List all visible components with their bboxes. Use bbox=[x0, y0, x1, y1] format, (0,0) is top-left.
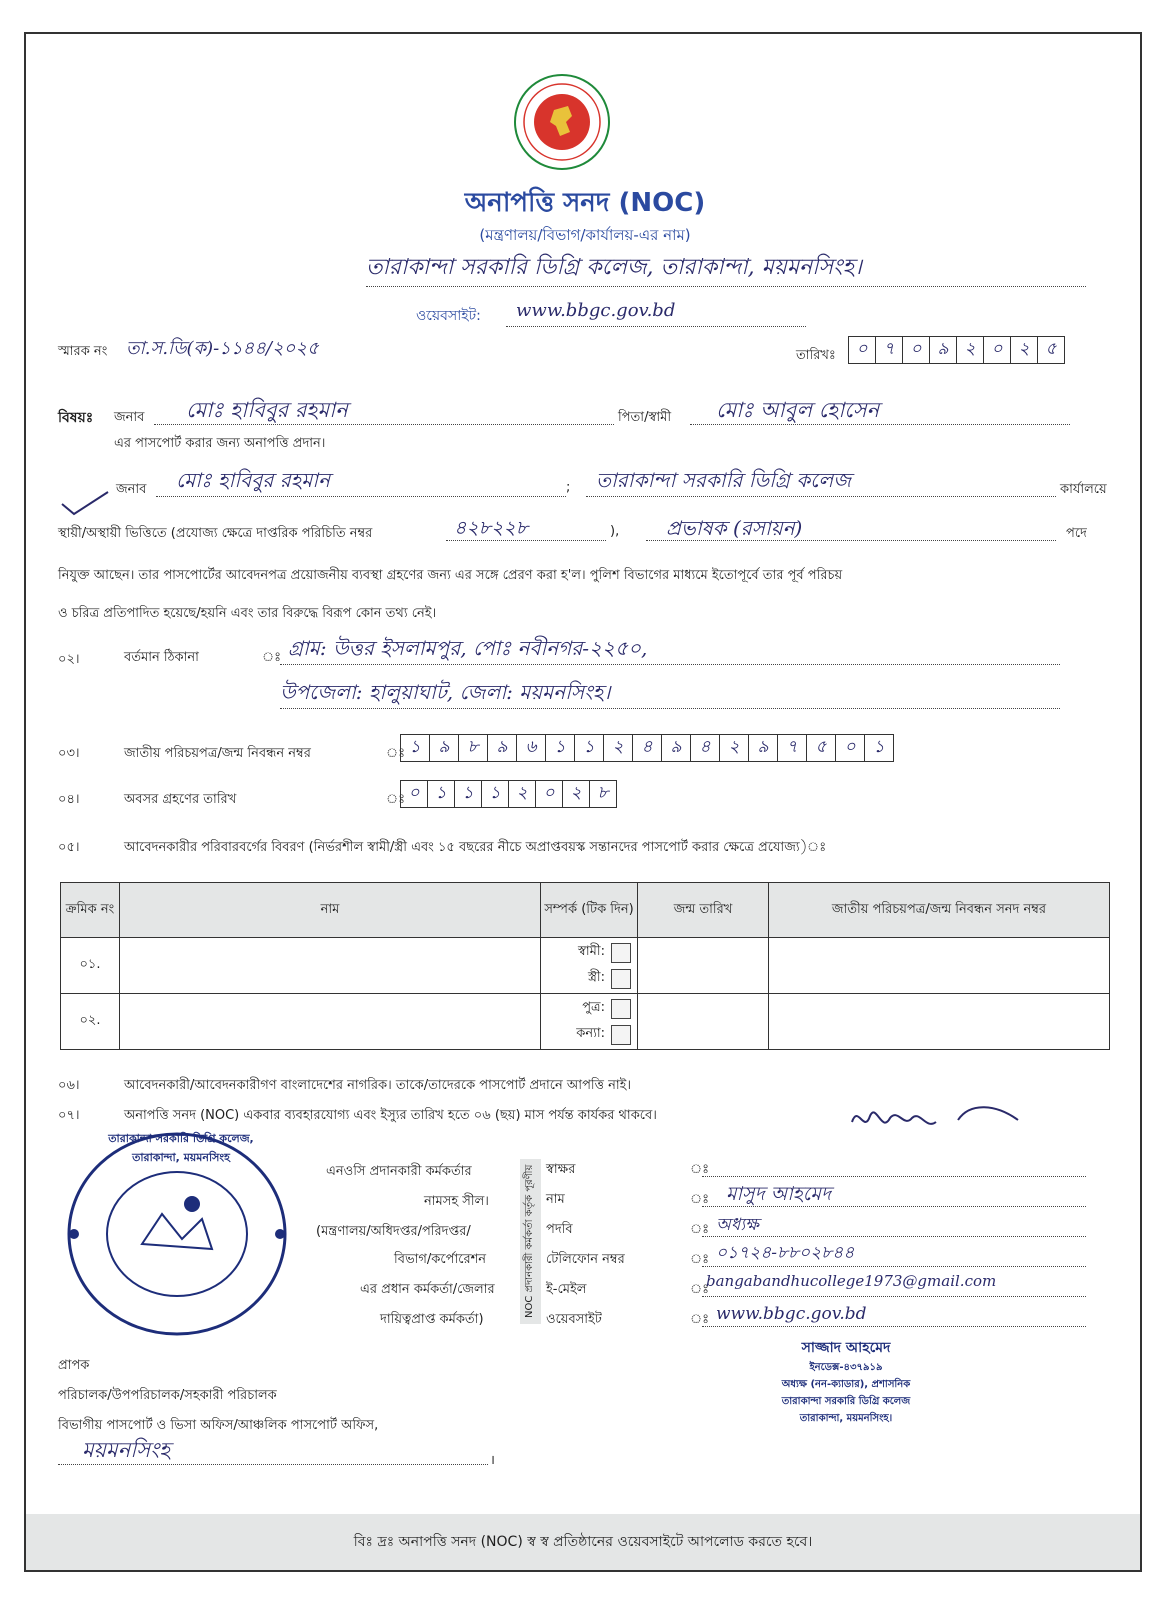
date-digit: ০ bbox=[983, 336, 1011, 364]
row-serial: ০১. bbox=[61, 938, 120, 994]
retire-date-digit: ১ bbox=[454, 780, 482, 808]
office-suffix: কার্যালয়ে bbox=[1060, 482, 1107, 497]
recipient-label: প্রাপক bbox=[58, 1358, 90, 1373]
retire-date-boxes bbox=[400, 780, 616, 808]
government-emblem-icon bbox=[512, 72, 612, 172]
item-04-label: অবসর গ্রহণের তারিখ bbox=[124, 792, 237, 807]
item-07-no: ০৭। bbox=[58, 1108, 80, 1123]
field-phone-label: টেলিফোন নম্বর bbox=[546, 1252, 625, 1267]
footer-note bbox=[26, 1514, 1140, 1570]
wife-checkbox[interactable] bbox=[611, 969, 631, 989]
stamp-line-2: ইনডেক্স-৪৩৭৯১৯ bbox=[809, 1362, 883, 1373]
father-name: মোঃ আবুল হোসেন bbox=[716, 398, 880, 422]
signing-left-4: বিভাগ/কর্পোরেশন bbox=[394, 1252, 487, 1267]
item-04-no: ০৪। bbox=[58, 792, 80, 807]
date-digit: ২ bbox=[956, 336, 984, 364]
nid-digit: ২ bbox=[719, 734, 749, 762]
retire-date-digit: ২ bbox=[562, 780, 590, 808]
subject-tail: এর পাসপোর্ট করার জন্য অনাপত্তি প্রদান। bbox=[114, 436, 326, 451]
retire-date-digit: ১ bbox=[481, 780, 509, 808]
son-checkbox[interactable] bbox=[611, 999, 631, 1019]
nid-digit: ৯ bbox=[748, 734, 778, 762]
signing-left-6: দায়িত্বপ্রাপ্ত কর্মকর্তা) bbox=[380, 1312, 484, 1327]
applicant-name: মোঃ হাবিবুর রহমান bbox=[186, 398, 348, 422]
office-name-2: তারাকান্দা সরকারি ডিগ্রি কলেজ bbox=[596, 468, 852, 492]
document-title: অনাপত্তি সনদ (NOC) bbox=[464, 188, 706, 218]
nid-digit: ৮ bbox=[458, 734, 488, 762]
row-dob[interactable] bbox=[638, 994, 769, 1050]
item-05-label: আবেদনকারীর পরিবারবর্গের বিবরণ (নির্ভরশীল স্বামী/স্ত্রী এবং ১৫ বছরের নীচে অপ্রাপ্তবয়স্ক সন্তানদের পাসপোর্ট করার ক্ষেত্রে প্রযোজ্য)ঃ bbox=[124, 840, 827, 855]
date-digit: ৫ bbox=[1037, 336, 1065, 364]
retire-date-digit: ০ bbox=[535, 780, 563, 808]
nid-digit: ১ bbox=[545, 734, 575, 762]
memo-label: স্মারক নং bbox=[58, 344, 108, 359]
website-label: ওয়েবসাইট: bbox=[416, 308, 481, 324]
recipient-line-1: পরিচালক/উপপরিচালক/সহকারী পরিচালক bbox=[58, 1388, 277, 1403]
row-name[interactable] bbox=[120, 994, 541, 1050]
relation-cell bbox=[541, 994, 638, 1050]
tick-mark-icon bbox=[60, 490, 110, 516]
row-nid[interactable] bbox=[769, 938, 1110, 994]
item-03-label: জাতীয় পরিচয়পত্র/জন্ম নিবন্ধন নম্বর bbox=[124, 746, 311, 761]
applicant-name-2: মোঃ হাবিবুর রহমান bbox=[176, 468, 331, 492]
nid-digit: ৪ bbox=[632, 734, 662, 762]
signing-left-1: এনওসি প্রদানকারী কর্মকর্তার bbox=[326, 1164, 472, 1179]
table-header-row bbox=[61, 883, 1110, 938]
recipient-city: ময়মনসিংহ bbox=[82, 1438, 171, 1462]
nid-digit: ৯ bbox=[661, 734, 691, 762]
designation: প্রভাষক (রসায়ন) bbox=[666, 516, 803, 540]
wife-label: স্ত্রী: bbox=[587, 970, 605, 985]
item-07-label: অনাপত্তি সনদ (NOC) একবার ব্যবহারযোগ্য এবং ইস্যুর তারিখ হতে ০৬ (ছয়) মাস পর্যন্ত কার্যকর থাকবে। bbox=[124, 1108, 657, 1123]
nid-digit: ৬ bbox=[516, 734, 546, 762]
col-relation: সম্পর্ক (টিক দিন) bbox=[541, 883, 638, 938]
date-label: তারিখঃ bbox=[796, 348, 836, 363]
permanent-text: স্থায়ী/অস্থায়ী ভিত্তিতে (প্রযোজ্য ক্ষেত্রে দাপ্তরিক পরিচিতি নম্বর bbox=[58, 526, 373, 541]
col-serial: ক্রমিক নং bbox=[61, 883, 120, 938]
field-phone-value: ০১৭২৪-৮৮০২৮৪৪ bbox=[716, 1243, 855, 1263]
nid-digit: ১ bbox=[864, 734, 894, 762]
website-value: www.bbgc.gov.bd bbox=[516, 300, 676, 321]
post-suffix: পদে bbox=[1066, 526, 1087, 541]
post-close: ), bbox=[610, 524, 620, 539]
paragraph-line-1: নিযুক্ত আছেন। তার পাসপোর্টের আবেদনপত্র প্রয়োজনীয় ব্যবস্থা গ্রহণের জন্য এর সঙ্গে প্রেরণ করা হ'ল। পুলিশ বিভাগের মাধ্যমে ইতোপূর্বে তার পূর্ব পরিচয় bbox=[58, 568, 843, 583]
table-row bbox=[61, 938, 1110, 994]
stamp-line-1: সাজ্জাদ আহমেদ bbox=[801, 1340, 891, 1356]
signing-left-5: এর প্রধান কর্মকর্তা/জেলার bbox=[360, 1282, 495, 1297]
field-name-label: নাম bbox=[546, 1192, 565, 1207]
field-web-label: ওয়েবসাইট bbox=[546, 1312, 602, 1327]
date-digit: ২ bbox=[1010, 336, 1038, 364]
address-line-2: উপজেলা: হালুয়াঘাট, জেলা: ময়মনসিংহ। bbox=[280, 680, 611, 704]
signing-left-3: (মন্ত্রণালয়/অধিদপ্তর/পরিদপ্তর/ bbox=[316, 1224, 471, 1239]
col-nid: জাতীয় পরিচয়পত্র/জন্ম নিবন্ধন সনদ নম্বর bbox=[769, 883, 1110, 938]
husband-checkbox[interactable] bbox=[611, 943, 631, 963]
nid-boxes bbox=[400, 734, 893, 762]
retire-date-digit: ৮ bbox=[589, 780, 617, 808]
document-subtitle: (মন্ত্রণালয়/বিভাগ/কার্যালয়-এর নাম) bbox=[479, 226, 691, 244]
nid-digit: ৯ bbox=[487, 734, 517, 762]
noc-document: অনাপত্তি সনদ (NOC) (মন্ত্রণালয়/বিভাগ/কার্যালয়-এর নাম) তারাকান্দা সরকারি ডিগ্রি কলেজ, তারাকান্দা, ময়মনসিংহ। ওয়েবসাইট: www.bbgc.gov.bd স্মারক নং তা.স.ডি(ক)-১১৪৪/২০২৫ তারিখঃ ০ ৭ ০ ৯ ২ ০ ২ ৫ বিষয়ঃ জনাব মোঃ হাবিবুর রহমান পিতা/স্বামী মোঃ আবুল হোসেন এর পাসপোর্ট করার জন্য অনাপত্তি প্রদান। জনাব মোঃ হাবিবুর রহমান ; তারাকান্দা সরকারি ডিগ্রি কলেজ কার্যালয়ে স্থায়ী/অস্থায়ী ভিত্তিতে (প্রযোজ্য ক্ষেত্রে দাপ্তরিক পরিচিতি নম্বর ৪২৮২২৮ ), প্রভাষক (রসায়ন) পদে নিযুক্ত আছেন। তার পাসপোর্টের আবেদনপত্র প্রয়োজনীয় ব্যবস্থা গ্রহণের জন্য এর সঙ্গে প্রেরণ করা হ'ল। পুলিশ বিভাগের মাধ্যমে ইতোপূর্বে তার পূর্ব পরিচয় ও চরিত্র প্রতিপাদিত হয়েছে/হয়নি এবং তার বিরুদ্ধে বিরূপ কোন তথ্য নেই। ০২। বর্তমান ঠিকানা ঃ গ্রাম: উত্তর ইসলামপুর, পোঃ নবীনগর-২২৫০, উপজেলা: হালুয়াঘাট, জেলা: ময়মনসিংহ। ০৩। জাতীয় পরিচয়পত্র/জন্ম নিবন্ধন নম্বর ঃ ১ ৯ ৮ ৯ ৬ ১ ১ ২ ৪ ৯ ৪ ২ ৯ ৭ ৫ ০ ১ ০৪। অবসর গ্রহণের তারিখ ঃ ০ ১ ১ ১ ২ ০ ২ ৮ ০৫। আবেদনকারীর পরিবারবর্গের বিবরণ (নির্ভরশীল স্বামী/স্ত্রী এবং ১৫ বছরের নীচে অপ্রাপ্তবয়স্ক সন্তানদের পাসপোর্ট করার ক্ষেত্রে প্রযোজ্য)ঃ ক্রমিক নং নাম সম্পর্ক (টিক দিন) জন্ম তারিখ জাতীয় পরিচয়পত্র/জন্ম নিবন্ধন সনদ নম্বর ০১. স্বামী: স্ত্রী: ০২. পুত্র: কন্যা: ০৬। আবেদনকারী/আবেদনকারীগণ বাংলাদেশের নাগরিক। তাকে/তাদেরকে পাসপোর্ট প্রদানে আপত্তি নাই। ০৭। অনাপত্তি সনদ (NOC) একবার ব্যবহারযোগ্য এবং ইস্যুর তারিখ হতে ০৬ (ছয়) মাস পর্যন্ত কার্যকর থাকবে। তারাকান্দা সরকারি ডিগ্রি কলেজ, তারাকান্দা, ময়মনসিংহ এনওসি প্রদানকারী কর্মকর্তার নামসহ সীল। (মন্ত্রণালয়/অধিদপ্তর/পরিদপ্তর/ বিভাগ/কর্পোরেশন এর প্রধান কর্মকর্তা/জেলার দায়িত্বপ্রাপ্ত কর্মকর্তা) NOC প্রদানকারী কর্মকর্তা কর্তৃক পূরণীয় স্বাক্ষর নাম পদবি টেলিফোন নম্বর ই-মেইল ওয়েবসাইট ঃ ঃ ঃ ঃ ঃ ঃ মাসুদ আহমেদ অধ্যক্ষ ০১৭২৪-৮৮০২৮৪৪ bangabandhucollege1973@gmail.com www.bbgc.gov.bd সাজ্জাদ আহমেদ ইনডেক্স-৪৩৭৯১৯ অধ্যক্ষ (নন-ক্যাডার), প্রশাসনিক তারাকান্দা সরকারি ডিগ্রি কলেজ তারাকান্দা, ময়মনসিংহ। প্রাপক পরিচালক/উপপরিচালক/সহকারী পরিচালক বিভাগীয় পাসপোর্ট ও ভিসা অফিস/আঞ্চলিক পাসপোর্ট অফিস, ময়মনসিংহ । বিঃ দ্রঃ অনাপত্তি সনদ (NOC) স্ব স্ব প্রতিষ্ঠানের ওয়েবসাইটে আপলোড করতে হবে। bbox=[24, 32, 1142, 1572]
item-03-no: ০৩। bbox=[58, 746, 80, 761]
row-dob[interactable] bbox=[638, 938, 769, 994]
item-06-no: ০৬। bbox=[58, 1078, 80, 1093]
row-name[interactable] bbox=[120, 938, 541, 994]
father-label: পিতা/স্বামী bbox=[618, 410, 672, 425]
name-stamp bbox=[726, 1336, 966, 1428]
memo-value: তা.স.ডি(ক)-১১৪৪/২০২৫ bbox=[126, 338, 319, 359]
husband-label: স্বামী: bbox=[578, 944, 605, 959]
item-05-no: ০৫। bbox=[58, 840, 80, 855]
address-line-1: গ্রাম: উত্তর ইসলামপুর, পোঃ নবীনগর-২২৫০, bbox=[288, 636, 648, 660]
date-digit: ৭ bbox=[875, 336, 903, 364]
field-post-value: অধ্যক্ষ bbox=[716, 1215, 759, 1235]
row-nid[interactable] bbox=[769, 994, 1110, 1050]
col-name: নাম bbox=[120, 883, 541, 938]
nid-digit: ৫ bbox=[806, 734, 836, 762]
nid-digit: ১ bbox=[400, 734, 430, 762]
retire-date-digit: ০ bbox=[400, 780, 428, 808]
office-id: ৪২৮২২৮ bbox=[454, 517, 529, 539]
son-label: পুত্র: bbox=[582, 1000, 605, 1015]
field-web-value: www.bbgc.gov.bd bbox=[716, 1304, 867, 1324]
signature-drawing bbox=[846, 1094, 1026, 1144]
stamp-line-5: তারাকান্দা, ময়মনসিংহ। bbox=[799, 1413, 893, 1424]
nid-digit: ০ bbox=[835, 734, 865, 762]
item-02-no: ০২। bbox=[58, 652, 80, 667]
row-serial: ০২. bbox=[61, 994, 120, 1050]
recipient-line-2: বিভাগীয় পাসপোর্ট ও ভিসা অফিস/আঞ্চলিক পাসপোর্ট অফিস, bbox=[58, 1418, 379, 1433]
recipient-end: । bbox=[490, 1453, 495, 1468]
vertical-label: NOC প্রদানকারী কর্মকর্তা কর্তৃক পূরণীয় bbox=[520, 1159, 541, 1324]
item-06-label: আবেদনকারী/আবেদনকারীগণ বাংলাদেশের নাগরিক। তাকে/তাদেরকে পাসপোর্ট প্রদানে আপত্তি নাই। bbox=[124, 1078, 632, 1093]
mr-label: জনাব bbox=[114, 410, 145, 425]
office-name: তারাকান্দা সরকারি ডিগ্রি কলেজ, তারাকান্দা, ময়মনসিংহ। bbox=[366, 255, 862, 280]
field-email-label: ই-মেইল bbox=[546, 1282, 587, 1297]
date-digit: ০ bbox=[848, 336, 876, 364]
subject-label: বিষয়ঃ bbox=[58, 410, 94, 426]
mr-label-2: জনাব bbox=[116, 482, 147, 497]
nid-digit: ২ bbox=[603, 734, 633, 762]
date-digit: ৯ bbox=[929, 336, 957, 364]
item-02-label: বর্তমান ঠিকানা bbox=[124, 650, 199, 665]
retire-date-digit: ২ bbox=[508, 780, 536, 808]
family-table bbox=[60, 882, 1110, 1050]
date-digit: ০ bbox=[902, 336, 930, 364]
daughter-label: কন্যা: bbox=[576, 1026, 605, 1041]
nid-digit: ৯ bbox=[429, 734, 459, 762]
table-row bbox=[61, 994, 1110, 1050]
daughter-checkbox[interactable] bbox=[611, 1025, 631, 1045]
stamp-line-4: তারাকান্দা সরকারি ডিগ্রি কলেজ bbox=[781, 1396, 911, 1407]
signing-left-2: নামসহ সীল। bbox=[424, 1194, 489, 1209]
col-dob: জন্ম তারিখ bbox=[638, 883, 769, 938]
field-sign-label: স্বাক্ষর bbox=[546, 1162, 576, 1177]
field-name-value: মাসুদ আহমেদ bbox=[726, 1183, 831, 1205]
nid-digit: ৪ bbox=[690, 734, 720, 762]
relation-cell bbox=[541, 938, 638, 994]
field-email-value: bangabandhucollege1973@gmail.com bbox=[706, 1272, 997, 1290]
footer-note-text: বিঃ দ্রঃ অনাপত্তি সনদ (NOC) স্ব স্ব প্রতিষ্ঠানের ওয়েবসাইটে আপলোড করতে হবে। bbox=[353, 1534, 813, 1550]
seal-text: তারাকান্দা সরকারি ডিগ্রি কলেজ, তারাকান্দা, ময়মনসিংহ bbox=[108, 1132, 254, 1164]
field-post-label: পদবি bbox=[546, 1222, 573, 1237]
paragraph-line-2: ও চরিত্র প্রতিপাদিত হয়েছে/হয়নি এবং তার বিরুদ্ধে বিরূপ কোন তথ্য নেই। bbox=[58, 606, 437, 621]
nid-digit: ১ bbox=[574, 734, 604, 762]
nid-digit: ৭ bbox=[777, 734, 807, 762]
retire-date-digit: ১ bbox=[427, 780, 455, 808]
date-boxes bbox=[848, 336, 1064, 364]
stamp-line-3: অধ্যক্ষ (নন-ক্যাডার), প্রশাসনিক bbox=[781, 1379, 911, 1390]
